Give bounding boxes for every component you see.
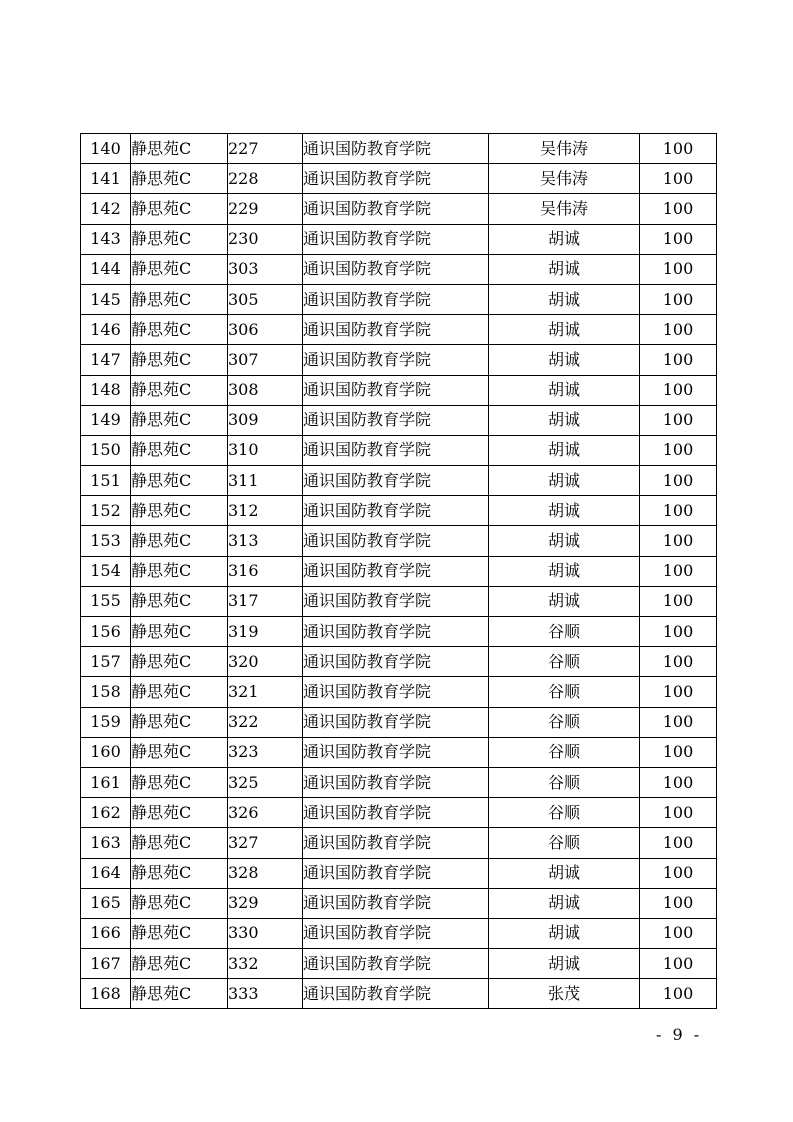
building-cell: 静思苑C [131,284,228,314]
score-cell: 100 [640,164,717,194]
person-name-cell: 胡诚 [489,586,640,616]
college-cell: 通识国防教育学院 [303,435,489,465]
row-index-cell: 159 [81,707,131,737]
college-cell: 通识国防教育学院 [303,979,489,1009]
row-index-cell: 147 [81,345,131,375]
score-cell: 100 [640,194,717,224]
building-cell: 静思苑C [131,164,228,194]
person-name-cell: 谷顺 [489,828,640,858]
building-cell: 静思苑C [131,435,228,465]
person-name-cell: 吴伟涛 [489,134,640,164]
college-cell: 通识国防教育学院 [303,677,489,707]
person-name-cell: 谷顺 [489,798,640,828]
table-row [81,556,717,586]
table-row [81,767,717,797]
score-cell: 100 [640,949,717,979]
building-cell: 静思苑C [131,254,228,284]
row-index-cell: 158 [81,677,131,707]
table-row [81,888,717,918]
row-index-cell: 153 [81,526,131,556]
building-cell: 静思苑C [131,194,228,224]
building-cell: 静思苑C [131,979,228,1009]
room-number-cell: 316 [228,556,303,586]
college-cell: 通识国防教育学院 [303,767,489,797]
table-row [81,345,717,375]
table-row [81,526,717,556]
row-index-cell: 143 [81,224,131,254]
row-index-cell: 151 [81,466,131,496]
room-number-cell: 306 [228,315,303,345]
college-cell: 通识国防教育学院 [303,375,489,405]
room-number-cell: 328 [228,858,303,888]
room-number-cell: 228 [228,164,303,194]
row-index-cell: 152 [81,496,131,526]
college-cell: 通识国防教育学院 [303,224,489,254]
building-cell: 静思苑C [131,586,228,616]
row-index-cell: 166 [81,918,131,948]
room-number-cell: 320 [228,647,303,677]
score-cell: 100 [640,526,717,556]
building-cell: 静思苑C [131,647,228,677]
college-cell: 通识国防教育学院 [303,526,489,556]
score-cell: 100 [640,254,717,284]
room-number-cell: 330 [228,918,303,948]
person-name-cell: 胡诚 [489,526,640,556]
building-cell: 静思苑C [131,677,228,707]
person-name-cell: 胡诚 [489,345,640,375]
score-cell: 100 [640,466,717,496]
row-index-cell: 142 [81,194,131,224]
building-cell: 静思苑C [131,496,228,526]
row-index-cell: 148 [81,375,131,405]
college-cell: 通识国防教育学院 [303,586,489,616]
person-name-cell: 吴伟涛 [489,194,640,224]
score-cell: 100 [640,134,717,164]
building-cell: 静思苑C [131,949,228,979]
table-row [81,164,717,194]
score-cell: 100 [640,405,717,435]
table-body [81,134,717,1009]
room-number-cell: 323 [228,737,303,767]
table-row [81,134,717,164]
building-cell: 静思苑C [131,858,228,888]
score-cell: 100 [640,798,717,828]
college-cell: 通识国防教育学院 [303,345,489,375]
room-number-cell: 227 [228,134,303,164]
college-cell: 通识国防教育学院 [303,254,489,284]
college-cell: 通识国防教育学院 [303,918,489,948]
score-cell: 100 [640,556,717,586]
person-name-cell: 胡诚 [489,375,640,405]
table-row [81,677,717,707]
row-index-cell: 145 [81,284,131,314]
room-number-cell: 319 [228,617,303,647]
room-number-cell: 332 [228,949,303,979]
score-cell: 100 [640,888,717,918]
room-number-cell: 311 [228,466,303,496]
college-cell: 通识国防教育学院 [303,496,489,526]
score-cell: 100 [640,435,717,465]
row-index-cell: 160 [81,737,131,767]
row-index-cell: 140 [81,134,131,164]
score-cell: 100 [640,496,717,526]
score-cell: 100 [640,918,717,948]
college-cell: 通识国防教育学院 [303,798,489,828]
room-number-cell: 310 [228,435,303,465]
person-name-cell: 胡诚 [489,315,640,345]
college-cell: 通识国防教育学院 [303,617,489,647]
building-cell: 静思苑C [131,707,228,737]
room-number-cell: 322 [228,707,303,737]
row-index-cell: 150 [81,435,131,465]
row-index-cell: 161 [81,767,131,797]
table-row [81,466,717,496]
college-cell: 通识国防教育学院 [303,707,489,737]
building-cell: 静思苑C [131,556,228,586]
person-name-cell: 谷顺 [489,677,640,707]
table-row [81,284,717,314]
row-index-cell: 156 [81,617,131,647]
building-cell: 静思苑C [131,617,228,647]
person-name-cell: 胡诚 [489,918,640,948]
row-index-cell: 162 [81,798,131,828]
room-number-cell: 317 [228,586,303,616]
score-cell: 100 [640,345,717,375]
score-cell: 100 [640,315,717,345]
college-cell: 通识国防教育学院 [303,405,489,435]
room-number-cell: 229 [228,194,303,224]
room-number-cell: 309 [228,405,303,435]
table-row [81,979,717,1009]
room-number-cell: 327 [228,828,303,858]
building-cell: 静思苑C [131,466,228,496]
building-cell: 静思苑C [131,798,228,828]
row-index-cell: 167 [81,949,131,979]
table-row [81,254,717,284]
person-name-cell: 胡诚 [489,888,640,918]
table-row [81,496,717,526]
room-number-cell: 321 [228,677,303,707]
person-name-cell: 胡诚 [489,949,640,979]
building-cell: 静思苑C [131,918,228,948]
college-cell: 通识国防教育学院 [303,466,489,496]
building-cell: 静思苑C [131,315,228,345]
college-cell: 通识国防教育学院 [303,737,489,767]
score-cell: 100 [640,224,717,254]
score-cell: 100 [640,858,717,888]
score-cell: 100 [640,284,717,314]
row-index-cell: 141 [81,164,131,194]
page-number: - 9 - [656,1025,703,1044]
room-number-cell: 326 [228,798,303,828]
person-name-cell: 张茂 [489,979,640,1009]
room-number-cell: 308 [228,375,303,405]
building-cell: 静思苑C [131,767,228,797]
building-cell: 静思苑C [131,345,228,375]
college-cell: 通识国防教育学院 [303,556,489,586]
college-cell: 通识国防教育学院 [303,828,489,858]
table-row [81,858,717,888]
score-cell: 100 [640,707,717,737]
person-name-cell: 胡诚 [489,224,640,254]
building-cell: 静思苑C [131,888,228,918]
table-row [81,435,717,465]
room-number-cell: 333 [228,979,303,1009]
person-name-cell: 谷顺 [489,617,640,647]
table-row [81,617,717,647]
table-row [81,828,717,858]
room-number-cell: 312 [228,496,303,526]
person-name-cell: 谷顺 [489,737,640,767]
row-index-cell: 165 [81,888,131,918]
table-row [81,315,717,345]
score-cell: 100 [640,737,717,767]
score-cell: 100 [640,979,717,1009]
table-row [81,647,717,677]
score-cell: 100 [640,375,717,405]
room-number-cell: 329 [228,888,303,918]
table-row [81,405,717,435]
room-number-cell: 305 [228,284,303,314]
room-number-cell: 313 [228,526,303,556]
person-name-cell: 胡诚 [489,435,640,465]
score-cell: 100 [640,677,717,707]
room-number-cell: 325 [228,767,303,797]
building-cell: 静思苑C [131,526,228,556]
college-cell: 通识国防教育学院 [303,194,489,224]
person-name-cell: 胡诚 [489,496,640,526]
score-cell: 100 [640,647,717,677]
college-cell: 通识国防教育学院 [303,315,489,345]
college-cell: 通识国防教育学院 [303,647,489,677]
table-row [81,224,717,254]
dormitory-score-table [80,133,717,1009]
row-index-cell: 144 [81,254,131,284]
person-name-cell: 胡诚 [489,405,640,435]
room-number-cell: 307 [228,345,303,375]
person-name-cell: 胡诚 [489,858,640,888]
table-row [81,194,717,224]
college-cell: 通识国防教育学院 [303,164,489,194]
table-row [81,737,717,767]
score-cell: 100 [640,586,717,616]
row-index-cell: 146 [81,315,131,345]
room-number-cell: 230 [228,224,303,254]
building-cell: 静思苑C [131,405,228,435]
table-row [81,586,717,616]
person-name-cell: 吴伟涛 [489,164,640,194]
row-index-cell: 157 [81,647,131,677]
college-cell: 通识国防教育学院 [303,949,489,979]
person-name-cell: 胡诚 [489,556,640,586]
row-index-cell: 154 [81,556,131,586]
row-index-cell: 168 [81,979,131,1009]
score-cell: 100 [640,767,717,797]
person-name-cell: 谷顺 [489,767,640,797]
person-name-cell: 胡诚 [489,284,640,314]
room-number-cell: 303 [228,254,303,284]
row-index-cell: 149 [81,405,131,435]
person-name-cell: 胡诚 [489,466,640,496]
college-cell: 通识国防教育学院 [303,284,489,314]
college-cell: 通识国防教育学院 [303,888,489,918]
building-cell: 静思苑C [131,224,228,254]
person-name-cell: 胡诚 [489,254,640,284]
building-cell: 静思苑C [131,375,228,405]
person-name-cell: 谷顺 [489,707,640,737]
building-cell: 静思苑C [131,737,228,767]
row-index-cell: 163 [81,828,131,858]
building-cell: 静思苑C [131,828,228,858]
table-row [81,918,717,948]
college-cell: 通识国防教育学院 [303,858,489,888]
person-name-cell: 谷顺 [489,647,640,677]
score-cell: 100 [640,828,717,858]
building-cell: 静思苑C [131,134,228,164]
table-row [81,375,717,405]
score-cell: 100 [640,617,717,647]
table-row [81,707,717,737]
row-index-cell: 155 [81,586,131,616]
row-index-cell: 164 [81,858,131,888]
college-cell: 通识国防教育学院 [303,134,489,164]
table-row [81,798,717,828]
table-row [81,949,717,979]
